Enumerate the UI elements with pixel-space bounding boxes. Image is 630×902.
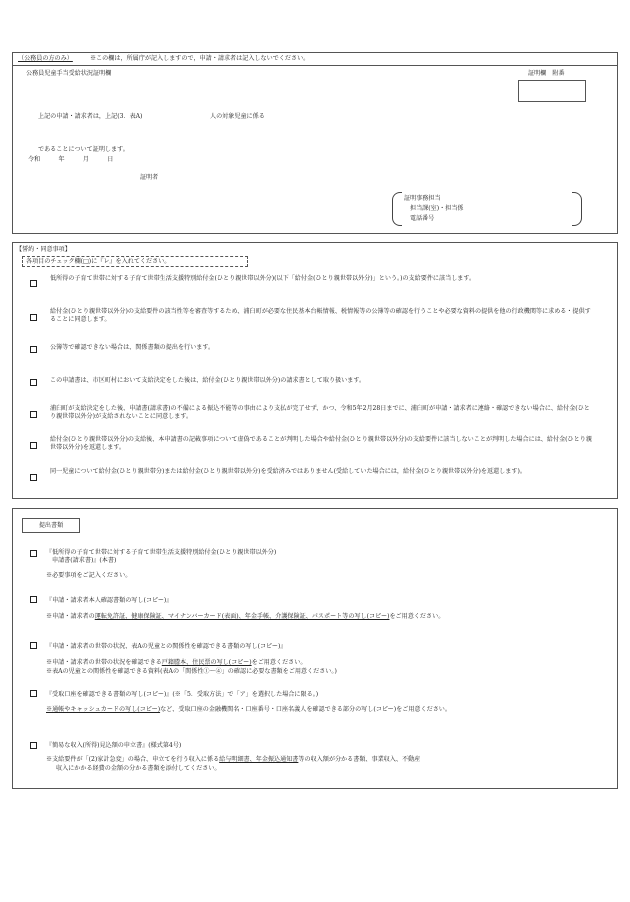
doc4-note-b: など、受取口座の金融機関名・口座番号・口座名義人を確認できる部分の写し(コピー)をご用意ください。: [160, 706, 451, 713]
doc4-note-underlined: ※通帳やキャッシュカードの写し(コピー): [46, 706, 161, 713]
cert-line1-b: 人の対象児童に係る: [210, 113, 265, 120]
doc2-note-b: をご用意ください。: [389, 613, 445, 620]
consent-heading: 【誓約・同意事項】: [16, 246, 71, 253]
consent-item-4: この申請書は、市区町村において支給決定をした後は、給付金(ひとり親世帯以外分)の請求書として取り扱います。: [50, 377, 366, 384]
doc5-note-1-underlined: 給与明細書、年金振込通知書: [219, 756, 299, 763]
doc1-note: ※必要事項をご記入ください。: [46, 572, 132, 579]
consent-item-7: 同一児童について給付金(ひとり親世帯分)または給付金(ひとり親世帯以外分)を受給済みではありません(受給していた場合には，給付金(ひとり親世帯以外分)を返還します)。: [50, 468, 526, 475]
doc5-note-2: 収入にかかる経費の金額の分かる書類を添付してください。: [56, 765, 221, 772]
consent-instruction-text: 各項目のチェック欄(□)に『レ』を入れてください。: [26, 258, 171, 265]
consent-item-1: 低所得の子育て世帯に対する子育て世帯生活支援特別給付金(ひとり親世帯以外分)(以下「給付金(ひとり親世帯以外分)」という。)の支給要件に該当します。: [50, 275, 476, 282]
doc1-title-2: 申請書(請求書)』(本書): [52, 557, 117, 564]
doc4-note: [46, 706, 592, 714]
doc5-title: 『簡易な収入(所得)見込額の申立書』(様式第4号): [46, 742, 182, 749]
documents-heading-box: [22, 518, 80, 533]
contact-bracket-left: [392, 192, 402, 226]
consent-instruction: [22, 256, 248, 267]
doc3-note-1-a: ※申請・請求者の世帯の状況を確認できる: [46, 659, 162, 666]
doc-checkbox-5[interactable]: [30, 742, 37, 749]
doc3-note-1-b: をご用意ください。: [251, 659, 307, 666]
doc-checkbox-4[interactable]: [30, 690, 37, 697]
contact-phone: 電話番号: [410, 215, 435, 222]
doc2-note-underlined: 運転免許証、健康保険証、マイナンバーカード(表面)、年金手帳、介護保険証、パスポート等の写し(コピー): [94, 613, 390, 620]
officer-only-label: （公務員の方のみ）: [18, 55, 73, 62]
doc3-note-1-underlined: 戸籍謄本、住民票の写し(コピー): [161, 659, 252, 666]
doc-checkbox-3[interactable]: [30, 642, 37, 649]
doc5-note-1: [46, 756, 420, 764]
doc3-note-2: ※表Aの児童との関係性を確認できる資料(表Aの「関係性①～④」の確認に必要な書類をご用意ください。): [46, 668, 337, 675]
contact-dept: 担当課(室)・担当係: [410, 205, 464, 212]
cert-number-box[interactable]: [518, 80, 586, 102]
doc-checkbox-2[interactable]: [30, 596, 37, 603]
consent-checkbox-5[interactable]: [30, 411, 37, 418]
certificate-title: 公務員児童手当受給状況証明欄: [26, 70, 112, 77]
consent-checkbox-2[interactable]: [30, 314, 37, 321]
consent-checkbox-3[interactable]: [30, 346, 37, 353]
contact-staff: 証明事務担当: [404, 195, 441, 202]
doc2-note: [46, 613, 444, 621]
doc2-note-a: ※申請・請求者の: [46, 613, 95, 620]
cert-date: 令和 年 月 日: [28, 156, 114, 163]
doc1-title: 『低所得の子育て世帯に対する子育て世帯生活支援特別給付金(ひとり親世帯以外分): [46, 549, 277, 556]
cert-field-label: 証明欄 附番: [528, 70, 565, 77]
cert-line2: であることについて証明します。: [38, 146, 129, 153]
consent-item-2: 給付金(ひとり親世帯以外分)の支給要件の該当性等を審査等するため、浦臼町が必要な住民基本台帳情報、税情報等の公簿等の確認を行うことや必要な資料の提供を他の行政機関等に求める・提供することに同意します。: [50, 308, 591, 324]
doc2-title: 『申請・請求者本人確認書類の写し(コピー)』: [46, 597, 173, 604]
doc3-title: 『申請・請求者の世帯の状況、表Aの児童との関係性を確認できる書類の写し(コピー)』: [46, 643, 287, 650]
doc5-note-1-a: ※支給要件が「(2)家計急変」の場合、申立てを行う収入に係る: [46, 756, 220, 763]
consent-checkbox-4[interactable]: [30, 379, 37, 386]
consent-item-6: 給付金(ひとり親世帯以外分)の支給後、本申請書の記載事項について虚偽であることが判明した場合や給付金(ひとり親世帯以外分)の支給要件に該当しないことが判明した場合には、給付金(ひとり親世帯以外分)を返還します。: [50, 436, 592, 452]
officer-notice: ※この欄は，所属庁が記入しますので，申請・請求者は記入しないでください。: [90, 55, 310, 62]
doc3-note-1: [46, 659, 306, 667]
consent-item-3: 公簿等で確認できない場合は、関係書類の提出を行います。: [50, 344, 215, 351]
cert-line1-a: 上記の申請・請求者は，上記(3．表A): [38, 113, 143, 120]
doc4-title: 『受取口座を確認できる書類の写し(コピー)』(※「5．受取方法」で「ア」を選択した場合に限る。): [46, 691, 319, 698]
consent-checkbox-1[interactable]: [30, 280, 37, 287]
documents-heading: 提出書類: [38, 522, 64, 529]
consent-checkbox-7[interactable]: [30, 474, 37, 481]
consent-checkbox-6[interactable]: [30, 442, 37, 449]
doc5-note-1-b: 等の収入額が分かる書類、事業収入、不動産: [298, 756, 421, 763]
doc-checkbox-1[interactable]: [30, 550, 37, 557]
certifier-label: 証明者: [140, 174, 159, 181]
consent-item-5: 浦臼町が支給決定をした後、申請書(請求書)の不備による振込不能等の事由により支払が完了せず、かつ、令和5年2月28日までに、浦臼町が申請・請求者に連絡・確認できない場合に、給付金(ひとり親世帯以外分)が支給されないことに同意します。: [50, 405, 590, 421]
contact-bracket-right: [572, 192, 582, 226]
